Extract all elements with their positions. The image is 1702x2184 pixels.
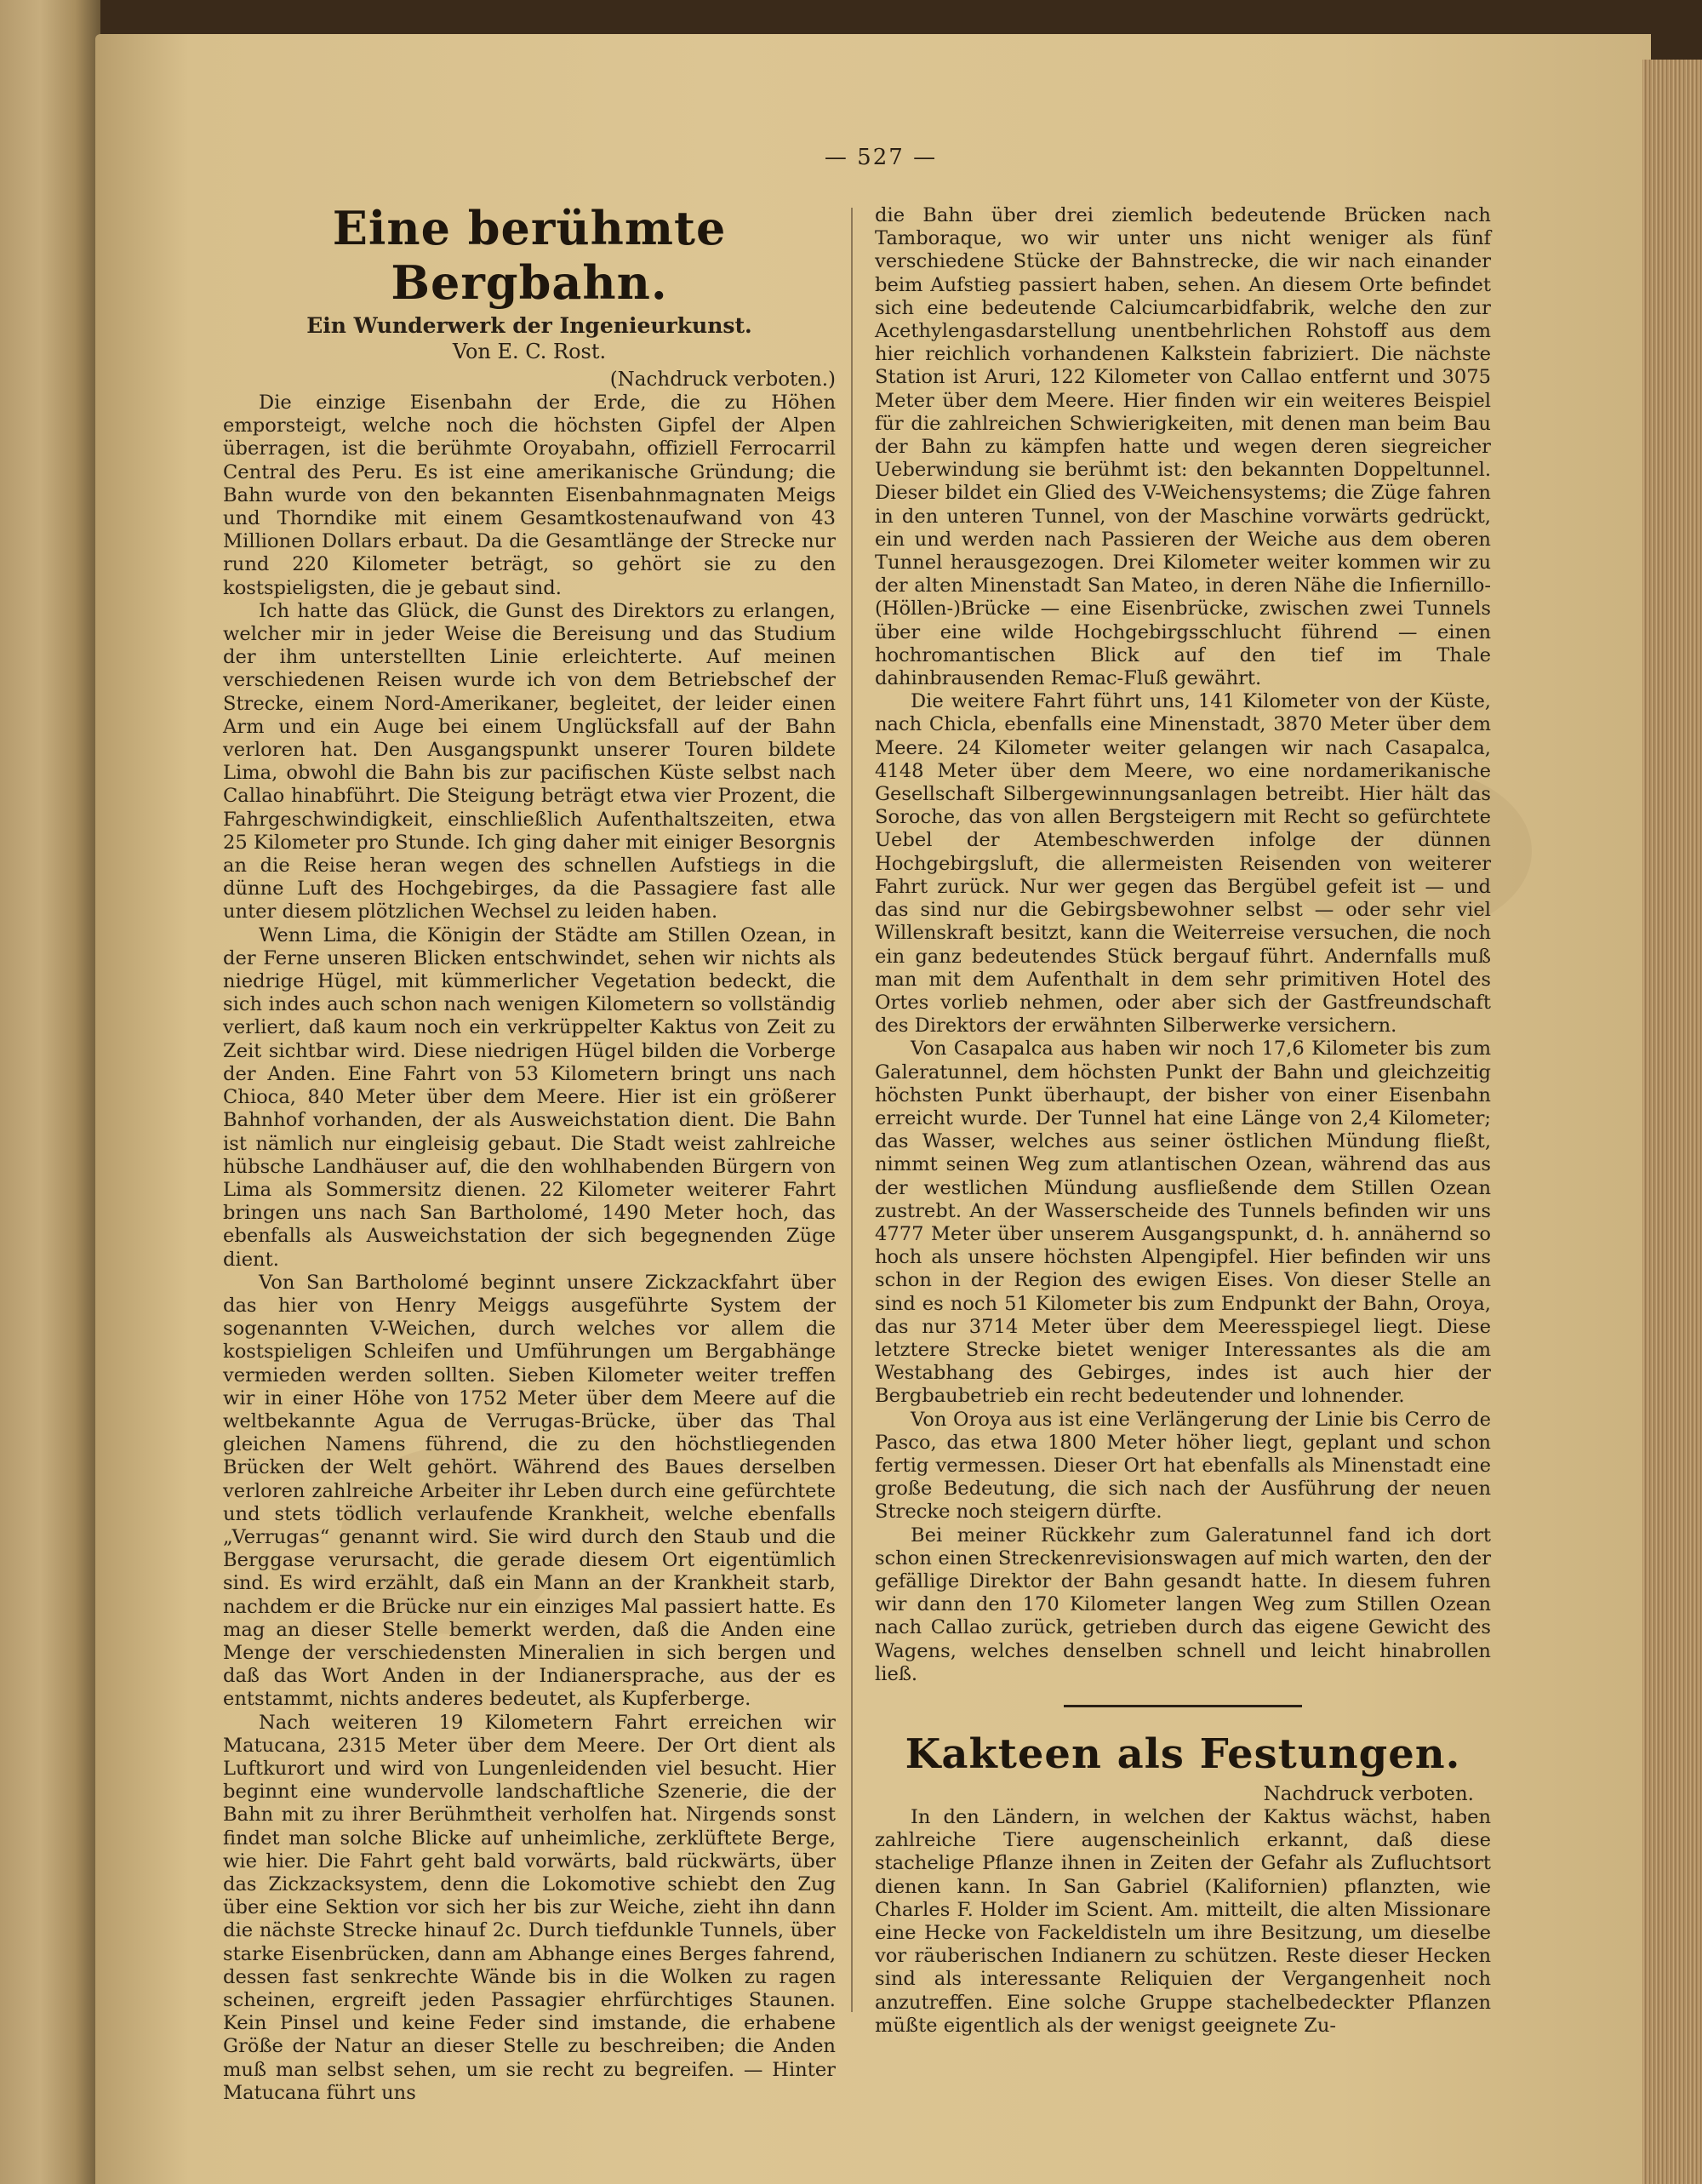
paragraph: die Bahn über drei ziemlich bedeutende Brücken nach Tamboraque, wo wir unter uns nicht weniger als fünf verschiedene Stücke der Bahnstrecke, die wir nach einander beim Aufstieg passiert haben, sehen. An diesem Orte befindet sich eine bedeutende Calciumcarbidfabrik, welche den zur Acethylengasdarstellung unentbehrlichen Rohstoff aus dem hier reichlich vorhandenen Kalkstein fabriziert. Die nächste Station ist Aruri, 122 Kilometer von Callao entfernt und 3075 Meter über dem Meere. Hier finden wir ein weiteres Beispiel für die zahlreichen Schwierigkeiten, mit denen man beim Bau der Bahn zu kämpfen hatte und wegen deren siegreicher Ueberwindung sie berühmt ist: den bekannten Doppeltunnel. Dieser bildet ein Glied des V-Weichensystems; die Züge fahren in den unteren Tunnel, von der Maschine vorwärts gedrückt, ein und werden nach Passieren der Weiche aus dem oberen Tunnel herausgezogen. Drei Kilometer weiter kommen wir zu der alten Minenstadt San Mateo, in deren Nähe die Infiernillo-(Höllen-)Brücke — eine Eisenbrücke, zwischen zwei Tunnels über eine wilde Hochgebirgsschlucht führend — einen hochromantischen Blick auf den tief im Thale dahinbrausenden Remac-Fluß gewährt. <box>875 204 1491 690</box>
paragraph: Von Casapalca aus haben wir noch 17,6 Kilometer bis zum Galeratunnel, dem höchsten Punkt der Bahn und gleichzeitig höchsten Punkt überhaupt, der bisher von einer Eisenbahn erreicht wurde. Der Tunnel hat eine Länge von 2,4 Kilometer; das Wasser, welches aus seiner östlichen Mündung fließt, nimmt seinen Weg zum atlantischen Ozean, während das aus der westlichen Mündung ausfließende dem Stillen Ozean zustrebt. An der Wasserscheide des Tunnels befinden wir uns 4777 Meter über unserem Ausgangspunkt, d. h. annähernd so hoch als unsere höchsten Alpengipfel. Hier befinden wir uns schon in der Region des ewigen Eises. Von dieser Stelle an sind es noch 51 Kilometer bis zum Endpunkt der Bahn, Oroya, das nur 3714 Meter über dem Meeresspiegel liegt. Diese letztere Strecke bietet weniger Interessantes als die am Westabhang des Gebirges, indes ist auch hier der Bergbaubetrieb ein recht bedeutender und lohnender. <box>875 1038 1491 1408</box>
left-column <box>223 201 836 2104</box>
paragraph: Bei meiner Rückkehr zum Galeratunnel fand ich dort schon einen Streckenrevisionswagen auf mich warten, den der gefällige Direktor der Bahn gesandt hatte. In diesem fuhren wir dann den 170 Kilometer langen Weg zum Stillen Ozean nach Callao zurück, getrieben durch das eigene Gewicht des Wagens, welches denselben schnell und leicht hinabrollen ließ. <box>875 1524 1491 1685</box>
paragraph: Nach weiteren 19 Kilometern Fahrt erreichen wir Matucana, 2315 Meter über dem Meere. Der Ort dient als Luftkurort und wird von Lungenleidenden viel besucht. Hier beginnt eine wundervolle landschaftliche Szenerie, die der Bahn mit zu ihrer Berühmtheit verholfen hat. Nirgends sonst findet man solche Blicke auf unheimliche, zerklüftete Berge, wie hier. Die Fahrt geht bald vorwärts, bald rückwärts, über das Zickzacksystem, denn die Lokomotive schiebt den Zug über eine Sektion vor sich her bis zur Weiche, zieht ihn dann die nächste Strecke hinauf 2c. Durch tiefdunkle Tunnels, über starke Eisenbrücken, dann am Abhange eines Berges fahrend, dessen fast senkrechte Wände bis in die Wolken zu ragen scheinen, ergreift jeden Passagier ehrfürchtiges Staunen. Kein Pinsel und keine Feder sind imstande, die erhabene Größe der Natur an dieser Stelle zu beschreiben; die Anden muß man selbst sehen, um sie recht zu begreifen. — Hinter Matucana führt uns <box>223 1711 836 2104</box>
paragraph: Die weitere Fahrt führt uns, 141 Kilometer von der Küste, nach Chicla, ebenfalls eine Minenstadt, 3870 Meter über dem Meere. 24 Kilometer weiter gelangen wir nach Casapalca, 4148 Meter über dem Meere, wo eine nordamerikanische Gesellschaft Silbergewinnungsanlagen betreibt. Hier hält das Soroche, das von allen Bergsteigern mit Recht so gefürchtete Uebel der Atembeschwerden infolge der dünnen Hochgebirgsluft, die allermeisten Reisenden von weiterer Fahrt zurück. Nur wer gegen das Bergübel gefeit ist — und das sind nur die Gebirgsbewohner selbst — oder sehr viel Willenskraft besitzt, kann die Weiterreise versuchen, die noch ein ganz bedeutendes Stück bergauf führt. Andernfalls muß man mit dem Aufenthalt in dem sehr primitiven Hotel des Ortes vorlieb nehmen, oder aber sich der Gastfreundschaft des Direktors der erwähnten Silberwerke versichern. <box>875 690 1491 1038</box>
column-divider <box>851 208 853 2012</box>
paragraph: Die einzige Eisenbahn der Erde, die zu Höhen emporsteigt, welche noch die höchsten Gipfel der Alpen überragen, ist die berühmte Oroyabahn, offiziell Ferrocarril Central des Peru. Es ist eine amerikanische Gründung; die Bahn wurde von den bekannten Eisenbahnmagnaten Meigs und Thorndike mit einem Gesamtkostenaufwand von 43 Millionen Dollars erbaut. Da die Gesamtlänge der Strecke nur rund 220 Kilometer beträgt, so gehört sie zu den kostspieligsten, die je gebaut sind. <box>223 392 836 599</box>
book-spine <box>0 0 100 2184</box>
reprint-notice: Nachdruck verboten. <box>1263 1783 1474 1805</box>
paragraph: Von Oroya aus ist eine Verlängerung der Linie bis Cerro de Pasco, das etwa 1800 Meter höher liegt, geplant und schon fertig vermessen. Dieser Ort hat ebenfalls als Minenstadt eine große Bedeutung, die sich nach der Ausführung der neuen Strecke noch steigern dürfte. <box>875 1408 1491 1524</box>
article-title: Kakteen als Festungen. <box>905 1730 1461 1778</box>
right-column <box>875 204 1491 2037</box>
article-subtitle: Ein Wunderwerk der Ingenieurkunst. <box>306 313 752 338</box>
paragraph: Ich hatte das Glück, die Gunst des Direktors zu erlangen, welcher mir in jeder Weise die Bereisung und das Studium der ihm unterstellten Linie erleichterte. Auf meinen verschiedenen Reisen wurde ich von dem Betriebschef der Strecke, einem Nord-Amerikaner, begleitet, der leider einen Arm und ein Auge bei einem Unglücksfall auf der Bahn verloren hat. Den Ausgangspunkt unserer Touren bildete Lima, obwohl die Bahn bis zur pacifischen Küste selbst nach Callao hinabführt. Die Steigung beträgt etwa vier Prozent, die Fahrgeschwindigkeit, einschließlich Aufenthaltszeiten, etwa 25 Kilometer pro Stunde. Ich ging daher mit einiger Besorgnis an die Reise heran wegen des schnellen Aufstiegs in die dünne Luft des Hochgebirges, da die Passagiere fast alle unter diesem plötzlichen Wechsel zu leiden haben. <box>223 599 836 923</box>
article-title: Eine berühmte Bergbahn. <box>332 201 727 310</box>
reprint-notice: (Nachdruck verboten.) <box>609 369 836 391</box>
section-rule <box>1064 1705 1302 1707</box>
paragraph: Wenn Lima, die Königin der Städte am Stillen Ozean, in der Ferne unseren Blicken entschwindet, sehen wir nichts als niedrige Hügel, mit kümmerlicher Vegetation bedeckt, die sich indes auch schon nach wenigen Kilometern so vollständig verliert, daß kaum noch ein verkrüppelter Kaktus von Zeit zu Zeit sichtbar wird. Diese niedrigen Hügel bilden die Vorberge der Anden. Eine Fahrt von 53 Kilometern bringt uns nach Chioca, 840 Meter über dem Meere. Hier ist ein größerer Bahnhof vorhanden, der als Ausweichstation dient. Die Bahn ist nämlich nur eingleisig gebaut. Die Stadt weist zahlreiche hübsche Landhäuser auf, die den wohlhabenden Bürgern von Lima als Sommersitz dienen. 22 Kilometer weiterer Fahrt bringen uns nach San Bartholomé, 1490 Meter hoch, das ebenfalls als Ausweichstation der sich begegnenden Züge dient. <box>223 923 836 1271</box>
paragraph: In den Ländern, in welchen der Kaktus wächst, haben zahlreiche Tiere augenscheinlich erkannt, daß diese stachelige Pflanze ihnen in Zeiten der Gefahr als Zufluchtsort dienen kann. In San Gabriel (Kalifornien) pflanzten, wie Charles F. Holder im Scient. Am. mitteilt, die alten Missionare eine Hecke von Fackeldisteln um ihre Besitzung, um dieselbe vor räuberischen Indianern zu schützen. Reste dieser Hecken sind als interessante Reliquien der Vergangenheit noch anzutreffen. Eine solche Gruppe stachelbedeckter Pflanzen müßte eigentlich als der wenigst geeignete Zu- <box>875 1806 1491 2037</box>
page-edges <box>1642 60 1702 2184</box>
paragraph: Von San Bartholomé beginnt unsere Zickzackfahrt über das hier von Henry Meiggs ausgeführte System der sogenannten V-Weichen, durch welches vor allem die kostspieligen Schleifen und Umführungen um Bergabhänge vermieden werden sollten. Sieben Kilometer weiter treffen wir in einer Höhe von 1752 Meter über dem Meere auf die weltbekannte Agua de Verrugas-Brücke, über das Thal gleichen Namens führend, die zu den höchstliegenden Brücken der Welt gehört. Während des Baues derselben verloren zahlreiche Arbeiter ihr Leben durch eine gefürchtete und stets tödlich verlaufende Krankheit, welche ebenfalls „Verrugas“ genannt wird. Sie wird durch den Staub und die Berggase verursacht, die gerade diesem Ort eigentümlich sind. Es wird erzählt, daß ein Mann an der Krankheit starb, nachdem er die Brücke nur ein einziges Mal passiert hatte. Es mag an dieser Stelle bemerkt werden, daß die Anden eine Menge der verschiedensten Mineralien in sich bergen und daß das Wort Anden in der Indianersprache, aus der es entstammt, nichts anderes bedeutet, als Kupferberge. <box>223 1271 836 1711</box>
page-number: — 527 — <box>824 145 938 170</box>
article-author: Von E. C. Rost. <box>452 340 607 363</box>
